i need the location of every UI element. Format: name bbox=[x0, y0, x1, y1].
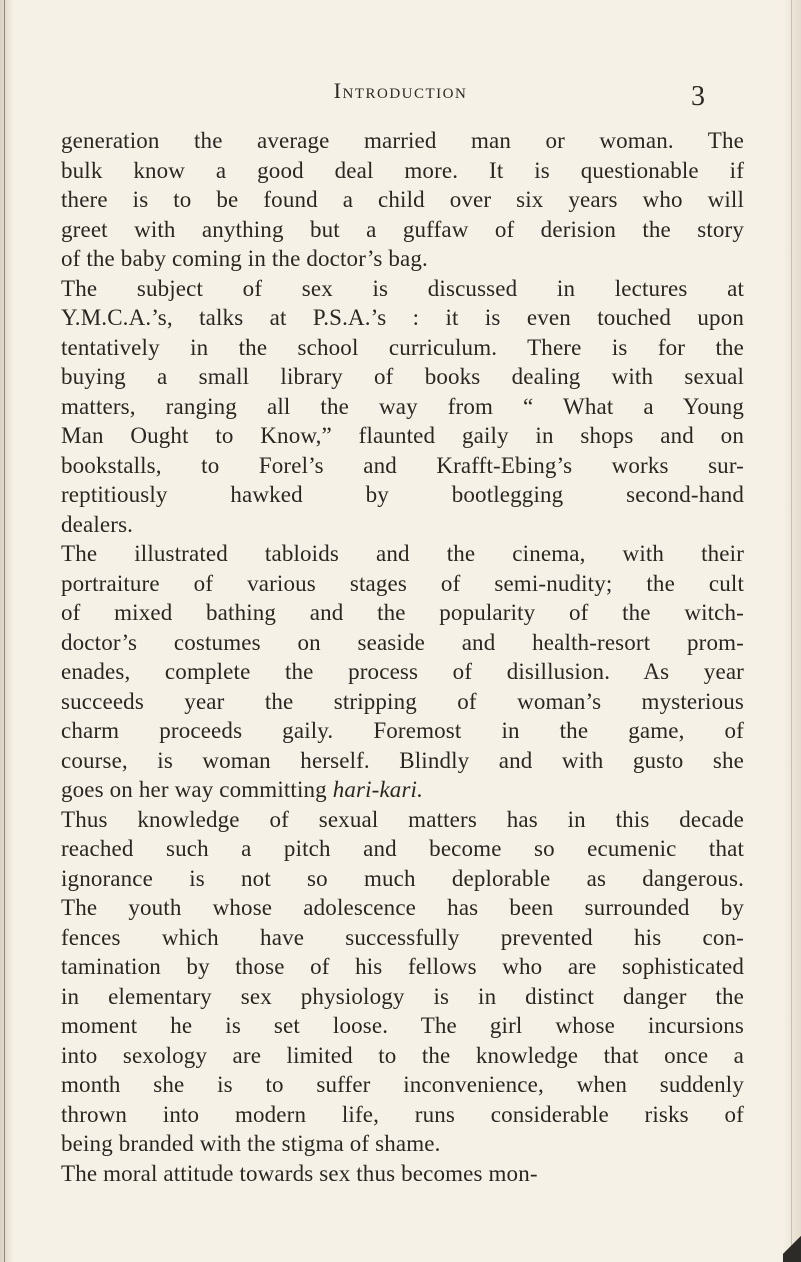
text-segment: goes on her way committing bbox=[61, 777, 327, 802]
italic-phrase: hari-kari. bbox=[332, 777, 424, 802]
text-line-with-italic bbox=[61, 775, 744, 805]
text-line: reptitiously hawked by bootlegging second-hand bbox=[61, 482, 744, 507]
page-header bbox=[0, 78, 801, 114]
text-line: buying a small library of books dealing with sexual bbox=[61, 364, 744, 389]
text-line: there is to be found a child over six years who will bbox=[61, 187, 744, 212]
text-line: reached such a pitch and become so ecumenic that bbox=[61, 836, 744, 861]
text-line: tamination by those of his fellows who are sophisticated bbox=[61, 954, 744, 979]
text-line: bookstalls, to Forel’s and Krafft-Ebing’s works sur- bbox=[61, 452, 744, 478]
text-line: doctor’s costumes on seaside and health-resort prom- bbox=[61, 629, 744, 655]
text-line: moment he is set loose. The girl whose incursions bbox=[61, 1013, 744, 1038]
text-line: The subject of sex is discussed in lectures at bbox=[61, 275, 744, 301]
text-line: Thus knowledge of sexual matters has in this decade bbox=[61, 806, 744, 832]
text-line: ignorance is not so much deplorable as dangerous. bbox=[61, 865, 744, 891]
page-left-shadow bbox=[0, 0, 14, 1262]
text-line: charm proceeds gaily. Foremost in the game, of bbox=[61, 718, 744, 743]
text-line: matters, ranging all the way from “ What a Young bbox=[61, 393, 744, 419]
text-line: succeeds year the stripping of woman’s mysterious bbox=[61, 688, 744, 714]
text-line: dealers. bbox=[61, 511, 134, 537]
text-line: The illustrated tabloids and the cinema, with their bbox=[61, 541, 744, 566]
text-line: The youth whose adolescence has been surrounded by bbox=[61, 895, 744, 920]
page-corner-mark bbox=[783, 1232, 801, 1262]
text-line: fences which have successfully prevented his con- bbox=[61, 924, 744, 950]
body-text bbox=[61, 126, 744, 1188]
text-line: bulk know a good deal more. It is questionable if bbox=[61, 157, 744, 183]
text-line: Man Ought to Know,” flaunted gaily in shops and on bbox=[61, 423, 744, 448]
text-line: The moral attitude towards sex thus becomes mon- bbox=[61, 1160, 538, 1186]
page-right-edge bbox=[791, 0, 792, 1262]
text-line: enades, complete the process of disillusion. As year bbox=[61, 659, 744, 684]
text-line: thrown into modern life, runs considerable risks of bbox=[61, 1101, 744, 1127]
text-line: portraiture of various stages of semi-nudity; the cult bbox=[61, 570, 744, 596]
text-line: generation the average married man or woman. The bbox=[61, 128, 744, 153]
text-line: into sexology are limited to the knowledge that once a bbox=[61, 1042, 744, 1068]
page-left-edge bbox=[4, 0, 5, 1262]
text-line: of mixed bathing and the popularity of the witch- bbox=[61, 600, 744, 625]
text-line: course, is woman herself. Blindly and with gusto she bbox=[61, 747, 744, 773]
page-right-shadow bbox=[783, 0, 801, 1262]
running-head: Introduction bbox=[333, 78, 468, 103]
page-number: 3 bbox=[691, 81, 705, 112]
text-line: of the baby coming in the doctor’s bag. bbox=[61, 246, 428, 271]
text-line: in elementary sex physiology is in distinct danger the bbox=[61, 983, 744, 1009]
text-line: tentatively in the school curriculum. There is for the bbox=[61, 334, 744, 360]
text-line: being branded with the stigma of shame. bbox=[61, 1131, 441, 1156]
text-line: greet with anything but a guffaw of derision the story bbox=[61, 216, 744, 242]
text-line: month she is to suffer inconvenience, when suddenly bbox=[61, 1072, 744, 1097]
text-line: Y.M.C.A.’s, talks at P.S.A.’s : it is even touched upon bbox=[61, 305, 744, 330]
